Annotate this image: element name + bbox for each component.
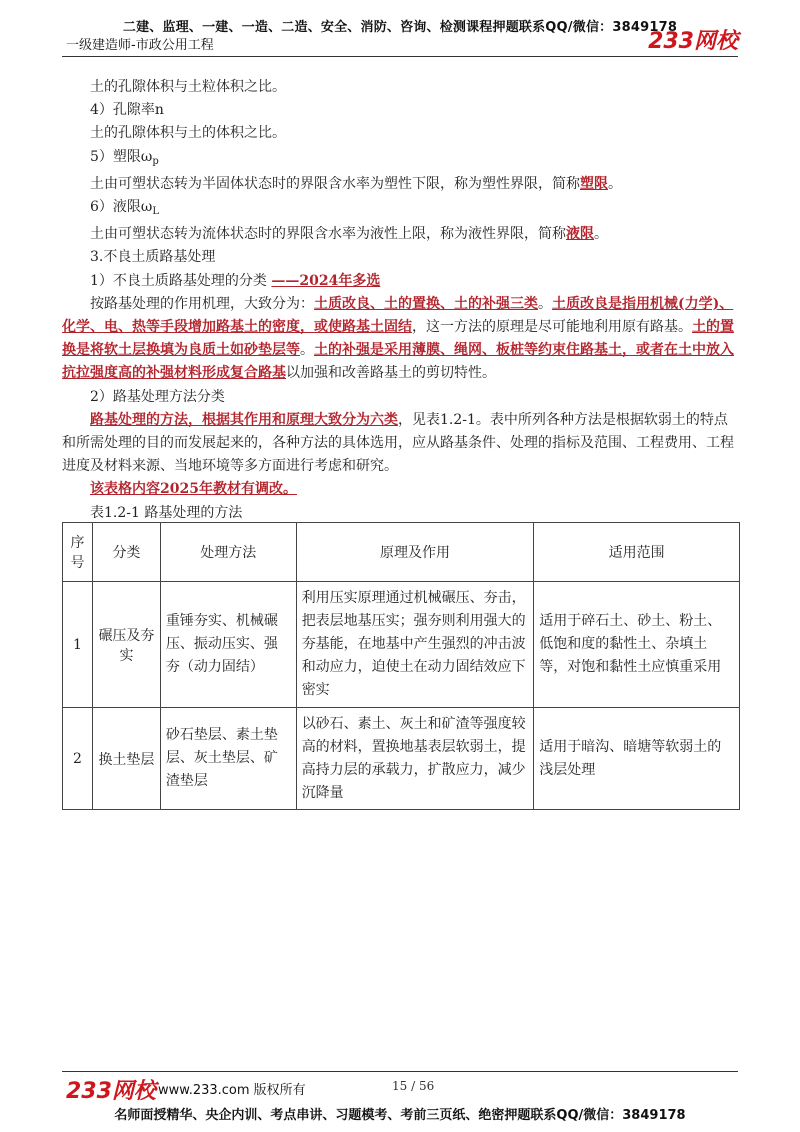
table-cell: 重锤夯实、机械碾压、振动压实、强夯（动力固结） [160,582,296,708]
table-header-cell: 处理方法 [160,523,296,582]
header-logo: 233网校 [648,29,738,54]
header-subtitle: 一级建造师-市政公用工程 [66,38,214,53]
highlight-text: 土的置换是将软土层换填为良质土如砂垫层等 [62,319,734,359]
highlight-text: 土质改良是指用机械(力学)、化学、电、热等手段增加路基土的密度，或使路基土固结 [62,295,734,336]
table-cell: 碾压及夯实 [92,582,160,708]
table-row [63,582,740,708]
section-heading: 3.不良土质路基处理 [90,249,216,266]
text-line: 4）孔隙率n [90,102,164,119]
table-cell: 2 [63,708,93,810]
text-line: 土由可塑状态转为流体状态时的界限含水率为液性上限，称为液性界限，简称液限。 [90,226,608,243]
treatment-methods-table [62,522,740,810]
table-header-cell: 序号 [63,523,93,582]
header-divider [62,56,738,57]
footer-copyright: www.233.com 版权所有 [158,1083,306,1098]
highlight-text: 液限 [566,226,594,243]
text-line [62,478,740,501]
text-line: 6）液限$\omega_L$ [90,199,159,218]
table-header-cell: 原理及作用 [296,523,534,582]
table-header-cell: 分类 [92,523,160,582]
paragraph: 路基处理的方法，根据其作用和原理大致分为六类，见表1.2-1。表中所列各种方法是根据软弱土的特点和所需处理的目的而发展起来的，各种方法的具体选用，应从路基条件、处理的指标及范围、工程费用、工程进度及材料来源、当地环境等多方面进行考虑和研究。 [62,411,734,475]
table-cell: 1 [63,582,93,708]
text-line: 土由可塑状态转为半固体状态时的界限含水率为塑性下限，称为塑性界限，简称塑限。 [90,175,622,192]
text-line: 5）塑限$\omega_p$ [90,148,159,167]
header-contact-line: 二建、监理、一建、一造、二造、安全、消防、咨询、检测课程押题联系QQ/微信：3849178 [122,20,678,35]
paragraph: 按路基处理的作用机理，大致分为：土质改良、土的置换、土的补强三类。土质改良是指用机械(力学)、化学、电、热等手段增加路基土的密度，或使路基土固结，这一方法的原理是尽可能地利用原有路基。土的置换是将软土层换填为良质土如砂垫层等。土的补强是采用薄膜、绳网、板桩等约束住路基土，或者在土中放入抗拉强度高的补强材料形成复合路基以加强和改善路基土的剪切特性。 [62,295,734,382]
table-cell: 砂石垫层、素土垫层、灰土垫层、矿渣垫层 [160,708,296,810]
text-line: 土的孔隙体积与土粒体积之比。 [90,79,286,95]
highlight-text: ——2024年多选 [271,272,381,289]
highlight-text: 路基处理的方法，根据其作用和原理大致分为六类 [90,411,398,428]
text-line: 2）路基处理方法分类 [90,388,225,405]
footer-divider [62,1071,738,1072]
text-line: 土的孔隙体积与土的体积之比。 [90,125,286,142]
page-content [62,76,740,525]
highlight-text: 土的补强是采用薄膜、绳网、板桩等约束住路基土，或者在土中放入抗拉强度高的补强材料形成复合路基 [62,342,734,382]
table-row [63,708,740,810]
footer-contact-line: 名师面授精华、央企内训、考点串讲、习题模考、考前三页纸、绝密押题联系QQ/微信：3849178 [114,1108,686,1123]
table-cell: 以砂石、素土、灰土和矿渣等强度较高的材料，置换地基表层软弱土，提高持力层的承载力，扩散应力，减少沉降量 [296,708,534,810]
table-caption: 表1.2-1 路基处理的方法 [90,504,243,521]
table-cell: 适用于暗沟、暗塘等软弱土的浅层处理 [534,708,740,810]
highlight-text: 该表格内容2025年教材有调改。 [90,481,297,498]
table-header-cell: 适用范围 [534,523,740,582]
text-line: 1）不良土质路基处理的分类 ——2024年多选 [90,272,381,289]
highlight-text: 塑限 [580,175,608,192]
highlight-text: 土质改良、土的置换、土的补强三类 [314,295,538,312]
table-cell: 适用于碎石土、砂土、粉土、低饱和度的黏性土、杂填土等，对饱和黏性土应慎重采用 [534,582,740,708]
table-cell: 利用压实原理通过机械碾压、夯击，把表层地基压实；强夯则利用强大的夯基能，在地基中产生强烈的冲击波和动应力，迫使土在动力固结效应下密实 [296,582,534,708]
footer-logo: 233网校 [66,1079,156,1104]
table-cell: 换土垫层 [92,708,160,810]
table-header-row [63,523,740,582]
page-number: 15 / 56 [392,1079,435,1093]
